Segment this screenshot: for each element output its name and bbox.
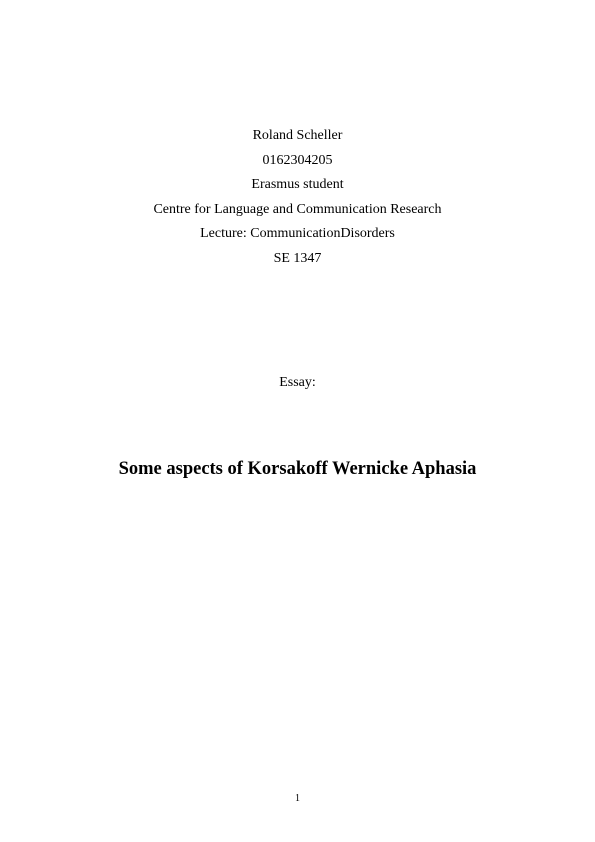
course-code: SE 1347 bbox=[273, 250, 322, 266]
author-name: Roland Scheller bbox=[252, 128, 343, 143]
essay-label: Essay: bbox=[279, 375, 316, 390]
student-status: Erasmus student bbox=[251, 177, 344, 192]
essay-title: Some aspects of Korsakoff Wernicke Aphasia bbox=[118, 459, 477, 479]
institution-name: Centre for Language and Communication Research bbox=[153, 201, 442, 217]
author-info-block bbox=[0, 124, 595, 271]
student-number: 0162304205 bbox=[262, 152, 333, 168]
lecture-name: Lecture: CommunicationDisorders bbox=[200, 226, 395, 241]
page-number: 1 bbox=[295, 793, 300, 804]
